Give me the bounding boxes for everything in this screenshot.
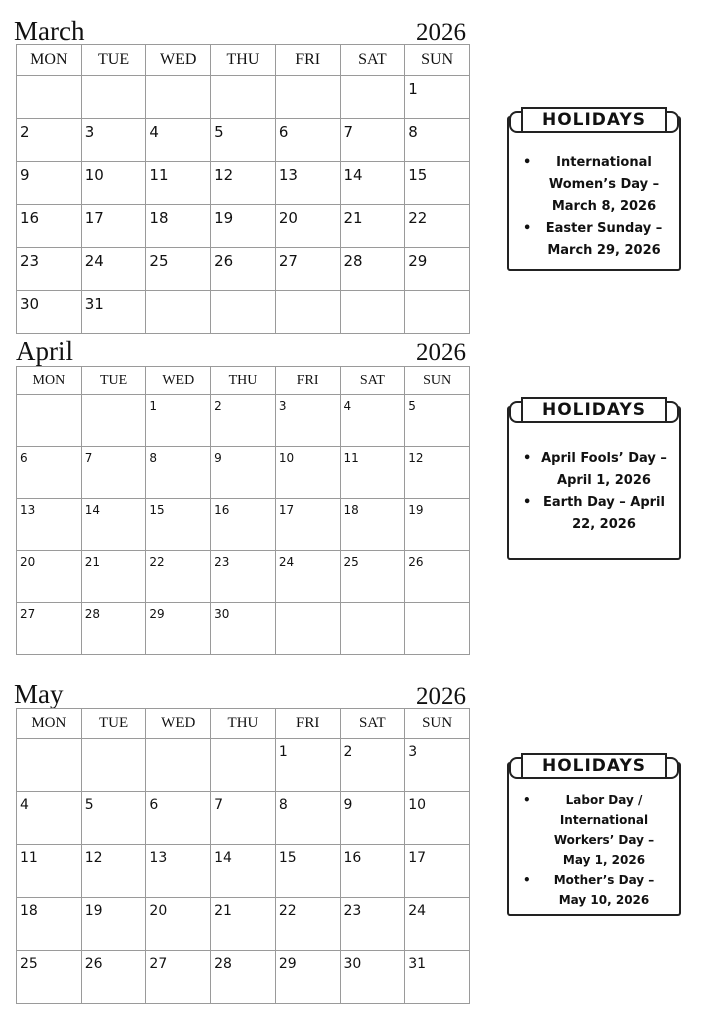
- day-cell: 7: [211, 792, 276, 845]
- day-cell: 22: [275, 898, 340, 951]
- day-cell: 24: [81, 248, 146, 291]
- holidays-list: [523, 448, 669, 536]
- day-cell: [275, 291, 340, 334]
- weekday-header: SAT: [340, 367, 405, 395]
- weekday-header-row: [17, 45, 470, 76]
- day-cell: 10: [81, 162, 146, 205]
- day-cell: 21: [211, 898, 276, 951]
- holiday-item: • Labor Day / International Workers’ Day – May 1, 2026: [523, 790, 669, 870]
- day-cell: 14: [211, 845, 276, 898]
- weekday-header: FRI: [275, 45, 340, 76]
- weekday-header: MON: [17, 367, 82, 395]
- day-cell: 24: [275, 551, 340, 603]
- day-cell: 22: [405, 205, 470, 248]
- day-cell: 21: [340, 205, 405, 248]
- day-cell: 7: [340, 119, 405, 162]
- day-cell: [211, 291, 276, 334]
- day-cell: 9: [340, 792, 405, 845]
- day-cell: [146, 76, 211, 119]
- weekday-header: THU: [211, 367, 276, 395]
- day-cell: 12: [81, 845, 146, 898]
- day-cell: 9: [17, 162, 82, 205]
- week-row: [17, 499, 470, 551]
- holiday-item: • April Fools’ Day – April 1, 2026: [523, 448, 669, 492]
- weekday-header: WED: [146, 709, 211, 739]
- week-row: [17, 603, 470, 655]
- day-cell: [211, 76, 276, 119]
- day-cell: 10: [275, 447, 340, 499]
- day-cell: 27: [146, 951, 211, 1004]
- weekday-header: SUN: [405, 367, 470, 395]
- day-cell: 1: [146, 395, 211, 447]
- weekday-header: SUN: [405, 709, 470, 739]
- day-cell: 16: [211, 499, 276, 551]
- week-row: [17, 248, 470, 291]
- day-cell: 3: [405, 739, 470, 792]
- week-row: [17, 395, 470, 447]
- day-cell: [275, 76, 340, 119]
- day-cell: 14: [81, 499, 146, 551]
- year-title-march: 2026: [416, 19, 466, 46]
- weekday-header: TUE: [81, 45, 146, 76]
- day-cell: 18: [146, 205, 211, 248]
- holidays-card-april: [507, 400, 681, 560]
- day-cell: 31: [81, 291, 146, 334]
- day-cell: 2: [211, 395, 276, 447]
- day-cell: 14: [340, 162, 405, 205]
- day-cell: 12: [405, 447, 470, 499]
- day-cell: 2: [340, 739, 405, 792]
- calendar-grid-april: [16, 366, 470, 655]
- day-cell: [340, 291, 405, 334]
- day-cell: 5: [211, 119, 276, 162]
- weekday-header: FRI: [275, 367, 340, 395]
- day-cell: 29: [275, 951, 340, 1004]
- day-cell: 10: [405, 792, 470, 845]
- day-cell: 8: [405, 119, 470, 162]
- week-row: [17, 845, 470, 898]
- holiday-item: • Earth Day – April 22, 2026: [523, 492, 669, 536]
- holidays-list: [523, 152, 669, 262]
- day-cell: 22: [146, 551, 211, 603]
- day-cell: [146, 739, 211, 792]
- day-cell: 6: [17, 447, 82, 499]
- day-cell: 25: [17, 951, 82, 1004]
- day-cell: 27: [17, 603, 82, 655]
- day-cell: [81, 395, 146, 447]
- week-row: [17, 162, 470, 205]
- weekday-header-row: [17, 709, 470, 739]
- day-cell: 26: [81, 951, 146, 1004]
- day-cell: [211, 739, 276, 792]
- day-cell: 16: [340, 845, 405, 898]
- weekday-header: SAT: [340, 709, 405, 739]
- day-cell: 29: [405, 248, 470, 291]
- day-cell: 23: [17, 248, 82, 291]
- holiday-item: • Mother’s Day – May 10, 2026: [523, 870, 669, 910]
- day-cell: 19: [405, 499, 470, 551]
- day-cell: 15: [146, 499, 211, 551]
- day-cell: 6: [146, 792, 211, 845]
- day-cell: 8: [146, 447, 211, 499]
- weekday-header: SAT: [340, 45, 405, 76]
- day-cell: 11: [146, 162, 211, 205]
- day-cell: [275, 603, 340, 655]
- day-cell: 26: [405, 551, 470, 603]
- day-cell: [81, 76, 146, 119]
- day-cell: 28: [340, 248, 405, 291]
- holidays-card-may: [507, 756, 681, 916]
- holidays-banner: HOLIDAYS: [521, 397, 667, 423]
- day-cell: [405, 603, 470, 655]
- day-cell: 20: [275, 205, 340, 248]
- weekday-header: TUE: [81, 367, 146, 395]
- day-cell: 29: [146, 603, 211, 655]
- day-cell: 18: [340, 499, 405, 551]
- day-cell: [146, 291, 211, 334]
- day-cell: 23: [211, 551, 276, 603]
- day-cell: 13: [275, 162, 340, 205]
- day-cell: 1: [405, 76, 470, 119]
- week-row: [17, 205, 470, 248]
- day-cell: 30: [211, 603, 276, 655]
- day-cell: 4: [17, 792, 82, 845]
- day-cell: 24: [405, 898, 470, 951]
- day-cell: 4: [146, 119, 211, 162]
- day-cell: 28: [211, 951, 276, 1004]
- month-title-march: March: [14, 16, 85, 46]
- holidays-banner: HOLIDAYS: [521, 753, 667, 779]
- day-cell: 4: [340, 395, 405, 447]
- weekday-header-row: [17, 367, 470, 395]
- weekday-header: THU: [211, 709, 276, 739]
- day-cell: 28: [81, 603, 146, 655]
- day-cell: 15: [275, 845, 340, 898]
- day-cell: 5: [405, 395, 470, 447]
- week-row: [17, 447, 470, 499]
- day-cell: [340, 76, 405, 119]
- day-cell: 13: [146, 845, 211, 898]
- day-cell: [405, 291, 470, 334]
- weekday-header: FRI: [275, 709, 340, 739]
- calendar-grid-may: [16, 708, 470, 1004]
- day-cell: 13: [17, 499, 82, 551]
- day-cell: 23: [340, 898, 405, 951]
- weekday-header: WED: [146, 367, 211, 395]
- day-cell: 20: [17, 551, 82, 603]
- weekday-header: MON: [17, 709, 82, 739]
- week-row: [17, 792, 470, 845]
- day-cell: 31: [405, 951, 470, 1004]
- weekday-header: MON: [17, 45, 82, 76]
- day-cell: 25: [340, 551, 405, 603]
- week-row: [17, 739, 470, 792]
- weekday-header: TUE: [81, 709, 146, 739]
- day-cell: 3: [275, 395, 340, 447]
- month-title-may: May: [14, 679, 64, 709]
- day-cell: [340, 603, 405, 655]
- day-cell: 19: [81, 898, 146, 951]
- week-row: [17, 551, 470, 603]
- day-cell: 7: [81, 447, 146, 499]
- day-cell: [17, 395, 82, 447]
- day-cell: 30: [340, 951, 405, 1004]
- day-cell: 17: [81, 205, 146, 248]
- weekday-header: THU: [211, 45, 276, 76]
- holidays-banner: HOLIDAYS: [521, 107, 667, 133]
- weekday-header: WED: [146, 45, 211, 76]
- holidays-list: [523, 790, 669, 910]
- day-cell: 21: [81, 551, 146, 603]
- week-row: [17, 291, 470, 334]
- day-cell: 12: [211, 162, 276, 205]
- week-row: [17, 76, 470, 119]
- weekday-header: SUN: [405, 45, 470, 76]
- day-cell: 11: [17, 845, 82, 898]
- day-cell: 30: [17, 291, 82, 334]
- day-cell: 11: [340, 447, 405, 499]
- day-cell: 1: [275, 739, 340, 792]
- day-cell: 17: [275, 499, 340, 551]
- day-cell: 18: [17, 898, 82, 951]
- day-cell: [81, 739, 146, 792]
- day-cell: 8: [275, 792, 340, 845]
- day-cell: 3: [81, 119, 146, 162]
- holidays-card-march: [507, 110, 681, 271]
- holiday-item: • International Women’s Day – March 8, 2026: [523, 152, 669, 218]
- day-cell: 17: [405, 845, 470, 898]
- day-cell: 16: [17, 205, 82, 248]
- day-cell: 5: [81, 792, 146, 845]
- day-cell: 9: [211, 447, 276, 499]
- month-title-april: April: [16, 336, 73, 366]
- year-title-may: 2026: [416, 683, 466, 710]
- day-cell: 26: [211, 248, 276, 291]
- day-cell: 19: [211, 205, 276, 248]
- day-cell: [17, 76, 82, 119]
- day-cell: 25: [146, 248, 211, 291]
- day-cell: 27: [275, 248, 340, 291]
- calendar-grid-march: [16, 44, 470, 334]
- week-row: [17, 951, 470, 1004]
- day-cell: 20: [146, 898, 211, 951]
- week-row: [17, 119, 470, 162]
- year-title-april: 2026: [416, 339, 466, 366]
- holiday-item: • Easter Sunday – March 29, 2026: [523, 218, 669, 262]
- day-cell: 2: [17, 119, 82, 162]
- day-cell: 6: [275, 119, 340, 162]
- day-cell: [17, 739, 82, 792]
- week-row: [17, 898, 470, 951]
- day-cell: 15: [405, 162, 470, 205]
